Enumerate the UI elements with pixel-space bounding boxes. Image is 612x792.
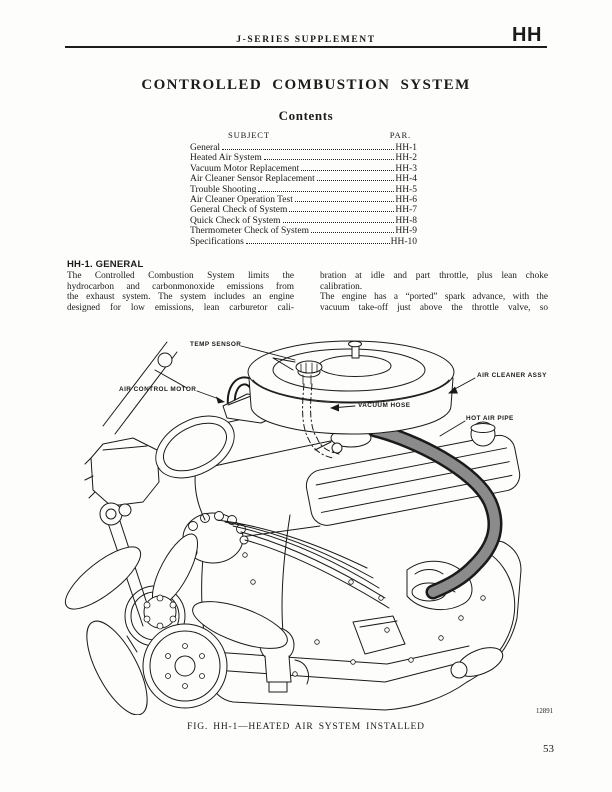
subject-cell: Quick Check of System — [190, 215, 281, 226]
body-line: The engine has a “ported” spark advance, with the — [320, 292, 548, 303]
par-cell: HH-1 — [395, 143, 417, 153]
header-rule — [65, 46, 547, 48]
contents-row — [190, 185, 417, 195]
subject-cell: Air Cleaner Sensor Replacement — [190, 174, 315, 185]
figure-label-vacuum-hose: VACUUM HOSE — [358, 402, 411, 409]
dot-leader — [311, 232, 394, 233]
par-cell: HH-2 — [395, 153, 417, 164]
par-cell: HH-3 — [395, 163, 417, 174]
body-line: hydrocarbon and carbonmonoxide emissions from — [67, 281, 294, 292]
dot-leader — [283, 222, 395, 223]
body-line: vacuum take-off just above the throttle valve, so — [320, 302, 548, 313]
contents-row — [190, 174, 417, 184]
body-line: calibration. — [320, 281, 363, 292]
subject-cell: Thermometer Check of System — [190, 226, 309, 237]
figure-caption: FIG. HH-1—HEATED AIR SYSTEM INSTALLED — [187, 722, 425, 732]
body-line: designed for low emissions, lean carburetor cali- — [67, 302, 294, 313]
body-column-left — [67, 271, 294, 313]
running-header: J-SERIES SUPPLEMENT — [236, 35, 376, 45]
figure-label-temp-sensor: TEMP SENSOR — [190, 341, 242, 348]
figure-label-air-control-motor: AIR CONTROL MOTOR — [119, 386, 197, 393]
figure-reference-number: 12891 — [536, 708, 553, 715]
contents-row — [190, 195, 417, 205]
contents-row — [190, 153, 417, 163]
body-line: The Controlled Combustion System limits the — [67, 271, 294, 281]
dot-leader — [246, 243, 390, 244]
par-cell: HH-8 — [395, 215, 417, 226]
contents-row — [190, 237, 417, 247]
section-code: HH — [512, 24, 542, 46]
page-number: 53 — [543, 743, 554, 755]
dot-leader — [301, 170, 394, 171]
body-line: bration at idle and part throttle, plus lean choke — [320, 271, 548, 281]
dot-leader — [264, 159, 395, 160]
engine-figure — [55, 330, 550, 715]
dot-leader — [289, 211, 394, 212]
par-cell: HH-10 — [390, 236, 417, 247]
contents-row — [190, 205, 417, 215]
body-line: the exhaust system. The system includes an engine — [67, 292, 294, 303]
subject-cell: Heated Air System — [190, 153, 262, 164]
subject-cell: General — [190, 143, 221, 153]
dot-leader — [317, 180, 395, 181]
par-cell: HH-5 — [395, 184, 417, 195]
contents-table — [190, 130, 417, 247]
contents-header-row — [190, 130, 417, 140]
contents-row — [190, 216, 417, 226]
par-cell: HH-6 — [395, 195, 417, 206]
subject-cell: General Check of System — [190, 205, 288, 216]
contents-row — [190, 226, 417, 236]
dot-leader — [222, 149, 394, 150]
page-title: CONTROLLED COMBUSTION SYSTEM — [141, 77, 471, 93]
subject-cell: Vacuum Motor Replacement — [190, 163, 300, 174]
contents-row — [190, 143, 417, 153]
subject-cell: Air Cleaner Operation Test — [190, 195, 293, 206]
dot-leader — [258, 191, 394, 192]
figure-label-hot-air-pipe: HOT AIR PIPE — [466, 415, 514, 422]
subject-cell: Specifications — [190, 236, 244, 247]
section-heading: HH-1. GENERAL — [67, 259, 144, 270]
par-cell: HH-7 — [395, 205, 417, 216]
body-column-right — [320, 271, 548, 313]
dot-leader — [295, 201, 395, 202]
par-cell: HH-9 — [395, 226, 417, 237]
par-column-header: PAR. — [389, 130, 411, 140]
figure-label-air-cleaner-assy: AIR CLEANER ASSY — [477, 372, 547, 379]
par-cell: HH-4 — [395, 174, 417, 185]
subject-column-header: SUBJECT — [228, 130, 270, 140]
contents-heading: Contents — [278, 108, 334, 123]
subject-cell: Trouble Shooting — [190, 184, 257, 195]
contents-row — [190, 164, 417, 174]
